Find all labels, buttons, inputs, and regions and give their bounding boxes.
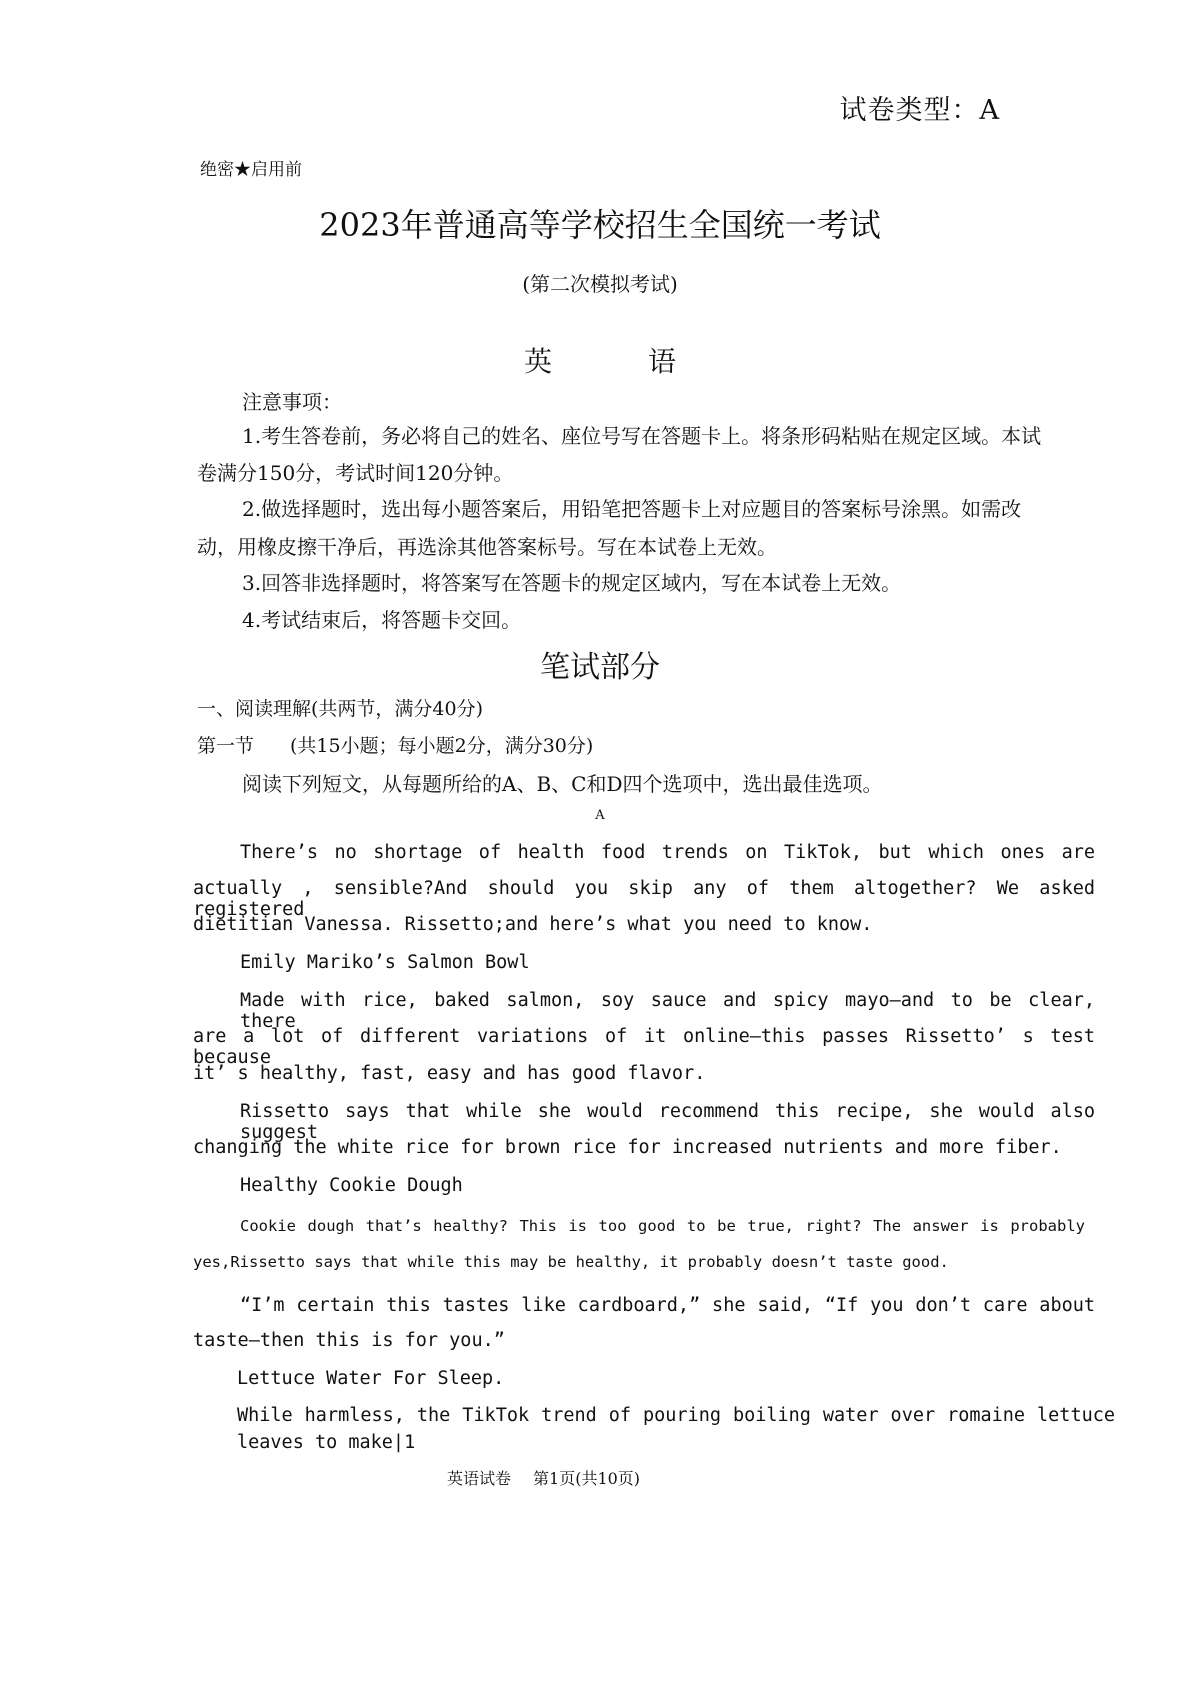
passage-paragraph-2-line-1: Made with rice, baked salmon, soy sauce and spicy mayo—and to be clear, there (240, 990, 1095, 1032)
part-heading: 一、阅读理解(共两节，满分40分) (197, 698, 484, 720)
notice-item-1-continued: 卷满分150分，考试时间120分钟。 (197, 461, 514, 485)
subpart-heading (197, 731, 593, 758)
notice-item-2: 2.做选择题时，选出每小题答案后，用铅笔把答题卡上对应题目的答案标号涂黑。如需改 (242, 497, 1022, 521)
footer-subject: 英语试卷 (447, 1469, 512, 1488)
passage-label: A (595, 808, 605, 823)
passage-paragraph-1-line-2: actually , sensible?And should you skip any of them altogether? We asked registered (193, 878, 1095, 920)
subject-title: 英语 (523, 345, 772, 378)
subpart-label: 第一节 (197, 735, 255, 757)
passage-subheading-3: Lettuce Water For Sleep. (237, 1368, 505, 1389)
exam-subtitle: (第二次模拟考试) (522, 272, 678, 296)
passage-paragraph-2-line-2: are a lot of different variations of it online—this passes Rissetto’ s test because (193, 1026, 1095, 1068)
footer-page-number: 第1页(共10页) (533, 1469, 641, 1488)
passage-paragraph-5-line-1: “I’m certain this tastes like cardboard,” she said, “If you don’t care about (240, 1295, 1095, 1316)
subpart-detail: (共15小题；每小题2分，满分30分) (290, 735, 594, 757)
passage-paragraph-3-line-2: changing the white rice for brown rice for increased nutrients and more fiber. (193, 1137, 1062, 1158)
passage-paragraph-6-line-1: While harmless, the TikTok trend of pouring boiling water over romaine lettuce (237, 1405, 1115, 1426)
reading-instruction: 阅读下列短文，从每题所给的A、B、C和D四个选项中，选出最佳选项。 (242, 772, 883, 796)
paper-type-label: 试卷类型：A (839, 95, 1000, 126)
passage-paragraph-4-line-2: yes,Rissetto says that while this may be healthy, it probably doesn’t taste good. (193, 1253, 949, 1271)
page-footer (447, 1466, 640, 1489)
section-heading: 笔试部分 (540, 650, 660, 685)
passage-paragraph-1-line-1: There’s no shortage of health food trends on TikTok, but which ones are (240, 842, 1095, 863)
notice-item-2-continued: 动，用橡皮擦干净后，再选涂其他答案标号。写在本试卷上无效。 (197, 535, 777, 559)
passage-paragraph-3-line-1: Rissetto says that while she would recommend this recipe, she would also suggest (240, 1101, 1095, 1143)
passage-paragraph-6-line-2: leaves to make|1 (237, 1432, 416, 1453)
notice-item-4: 4.考试结束后，将答题卡交回。 (242, 608, 522, 632)
passage-subheading-2: Healthy Cookie Dough (240, 1175, 463, 1196)
passage-paragraph-5-line-2: taste—then this is for you.” (193, 1330, 505, 1351)
passage-paragraph-2-line-3: it’ s healthy, fast, easy and has good flavor. (193, 1063, 706, 1084)
notice-heading: 注意事项： (242, 390, 342, 414)
notice-item-3: 3.回答非选择题时，将答案写在答题卡的规定区域内，写在本试卷上无效。 (242, 571, 902, 595)
passage-paragraph-4-line-1: Cookie dough that’s healthy? This is too good to be true, right? The answer is probably (240, 1217, 1085, 1235)
confidential-mark: 绝密★启用前 (200, 160, 302, 180)
notice-item-1: 1.考生答卷前，务必将自己的姓名、座位号写在答题卡上。将条形码粘贴在规定区域。本试 (242, 424, 1042, 448)
passage-subheading-1: Emily Mariko’s Salmon Bowl (240, 952, 530, 973)
exam-title: 2023年普通高等学校招生全国统一考试 (319, 206, 881, 244)
passage-paragraph-1-line-3: dietitian Vanessa. Rissetto;and here’s what you need to know. (193, 914, 873, 935)
